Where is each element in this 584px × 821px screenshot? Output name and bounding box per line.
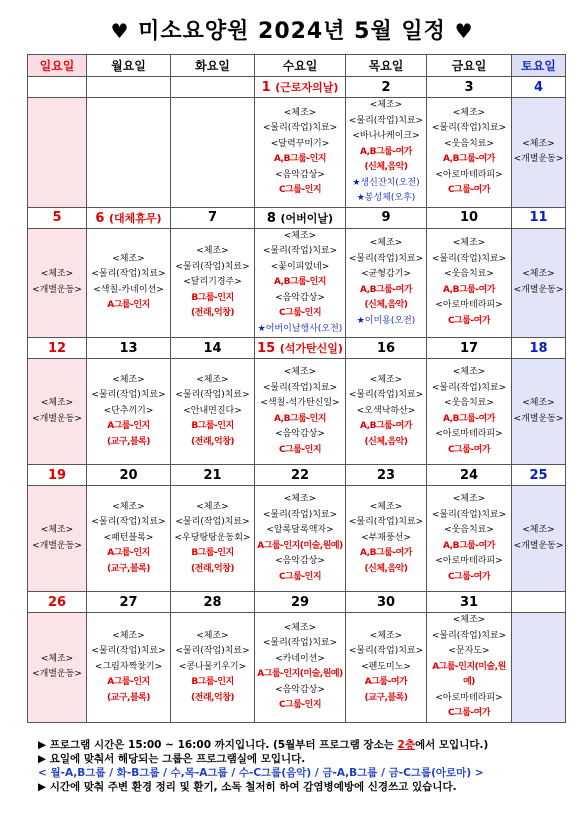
- program-line: <꽃이피었네>: [270, 261, 330, 272]
- day-cell: [28, 359, 87, 465]
- program-line: <안내면진다>: [183, 405, 242, 416]
- date-number-cell: [87, 465, 171, 486]
- day-cell: [427, 613, 512, 723]
- program-line: <체조>: [452, 367, 486, 377]
- program-line: <체조>: [112, 630, 145, 641]
- program-line: <패턴블록>: [103, 532, 154, 543]
- program-line: <색칠-카네이션>: [93, 284, 164, 295]
- day-cell: [87, 486, 171, 592]
- date-number-cell: [512, 465, 566, 486]
- day-cell: [512, 98, 566, 208]
- content-row: [28, 613, 566, 723]
- date-number: 13: [119, 340, 138, 356]
- date-number-cell: [346, 207, 427, 228]
- date-number-cell: [255, 338, 346, 359]
- program-line: <체조>: [196, 374, 229, 385]
- date-number-cell: [87, 592, 171, 613]
- note-group: ▶ 요일에 맞춰서 해당되는 그룹은 프로그램실에 모입니다.: [38, 753, 306, 765]
- program-line: A그룹-인지: [107, 421, 150, 432]
- program-line: <물리(작업)치료>: [348, 517, 424, 528]
- program-line: <아로마테라피>: [435, 300, 503, 311]
- program-line: <오색낙하산>: [356, 405, 416, 416]
- program-line: <체조>: [196, 630, 229, 641]
- program-line: <체조>: [112, 501, 145, 512]
- day-cell: [28, 486, 87, 592]
- program-line: C그룹-여가: [447, 185, 491, 196]
- date-number-cell: [28, 338, 87, 359]
- holiday-label: (석가탄신일): [279, 342, 343, 355]
- program-line: <물리(작업)치료>: [91, 646, 166, 656]
- date-number: 1: [261, 80, 271, 95]
- holiday-label: (대체휴무): [109, 211, 162, 225]
- date-number-cell: [255, 465, 346, 486]
- program-line: <물리(작업)치료>: [262, 638, 338, 649]
- date-number: 2: [381, 79, 391, 95]
- day-cell: [87, 98, 171, 208]
- day-cell: [255, 613, 346, 723]
- program-line: ★어버이날행사(오전): [257, 323, 343, 334]
- title-text: 미소요양원 2024년 5월 일정: [138, 19, 446, 44]
- program-line: B그룹-인지: [191, 677, 234, 687]
- program-line: <개별운동>: [32, 540, 82, 551]
- program-line: C그룹-여가: [447, 444, 491, 455]
- date-number: 4: [533, 79, 544, 95]
- program-line: <물리(작업)치료>: [262, 246, 338, 256]
- date-number: 16: [376, 340, 396, 356]
- program-line: B그룹-인지: [191, 292, 234, 303]
- program-line: <개별운동>: [32, 669, 82, 680]
- program-line: <체조>: [452, 494, 486, 504]
- date-number-cell: [171, 338, 255, 359]
- content-row: [28, 359, 566, 465]
- program-line: <알록달록액자>: [266, 525, 334, 535]
- date-number: 18: [529, 340, 548, 356]
- program-line: A그룹-인지: [107, 677, 150, 687]
- day-cell: [346, 486, 427, 592]
- program-line: <단추끼기>: [103, 405, 154, 416]
- program-line: C그룹-인지: [278, 185, 322, 196]
- day-cell: [87, 359, 171, 465]
- program-line: <개별운동>: [513, 154, 564, 165]
- program-line: <웃음치료>: [444, 269, 494, 280]
- program-line: <음악감상>: [275, 292, 325, 303]
- program-line: A그룹-인지(미술,원예): [257, 540, 343, 551]
- program-line: B그룹-인지: [191, 548, 234, 559]
- program-line: (신체,음악): [364, 436, 408, 447]
- program-line: <색칠-석가탄신일>: [260, 398, 340, 408]
- date-number-cell: [346, 592, 427, 613]
- date-number: 7: [207, 210, 218, 225]
- program-line: <물리(작업)치료>: [431, 509, 507, 520]
- program-line: <체조>: [369, 374, 403, 385]
- program-line: A,B그룹-여가: [443, 284, 495, 295]
- date-row: [28, 592, 566, 613]
- day-cell: [512, 486, 566, 592]
- program-line: (전래,억창): [191, 692, 234, 703]
- date-number-cell: [87, 338, 171, 359]
- day-cell: [171, 486, 255, 592]
- calendar-body: [28, 77, 566, 723]
- date-number-cell: [28, 77, 87, 98]
- day-cell: [28, 98, 87, 208]
- day-cell: [427, 486, 512, 592]
- date-number-cell: [255, 207, 346, 228]
- program-line: <웃음치료>: [444, 138, 494, 149]
- date-number-cell: [255, 77, 346, 98]
- date-number: 5: [52, 210, 62, 225]
- program-line: C그룹-인지: [278, 444, 322, 455]
- date-number: 15: [257, 341, 276, 356]
- day-cell: [427, 98, 512, 208]
- program-line: <물리(작업)치료>: [431, 382, 507, 393]
- date-number: 17: [459, 340, 479, 356]
- date-number-cell: [255, 592, 346, 613]
- program-line: <물리(작업)치료>: [175, 261, 250, 272]
- date-number: 9: [381, 210, 391, 225]
- weekday-header-row: [28, 55, 566, 77]
- date-number: 31: [459, 594, 479, 610]
- date-number: 29: [290, 594, 310, 610]
- program-line: (교구,블록): [107, 692, 150, 703]
- weekday-sunday: 일요일: [28, 55, 87, 77]
- day-cell: [427, 359, 512, 465]
- weekday-thursday: 목요일: [346, 55, 427, 77]
- date-number-cell: [171, 207, 255, 228]
- day-cell: [346, 613, 427, 723]
- program-line: <체조>: [369, 630, 403, 641]
- program-line: <체조>: [452, 238, 486, 249]
- note-time: [38, 738, 578, 752]
- program-line: <물리(작업)치료>: [348, 253, 424, 264]
- day-cell: [87, 228, 171, 338]
- program-line: <물리(작업)치료>: [262, 382, 338, 393]
- program-line: <물리(작업)치료>: [348, 646, 424, 656]
- date-number-cell: [87, 207, 171, 228]
- page-title: [0, 14, 584, 45]
- program-line: A그룹-인지: [107, 300, 150, 311]
- holiday-label: (근로자의날): [275, 81, 339, 94]
- program-line: C그룹-여가: [447, 315, 491, 326]
- date-number-cell: [346, 465, 427, 486]
- program-line: A,B그룹-여가: [360, 421, 412, 432]
- weekday-saturday: 토요일: [512, 55, 566, 77]
- program-line: <그림자짝찾기>: [94, 661, 163, 672]
- program-line: (신체,음악): [364, 300, 408, 311]
- date-number-cell: [28, 207, 87, 228]
- day-cell: [255, 486, 346, 592]
- date-number: 22: [290, 467, 310, 483]
- day-cell: [171, 228, 255, 338]
- program-line: A,B그룹-인지: [274, 277, 326, 287]
- program-line: C그룹-인지: [278, 308, 322, 318]
- note-time-tail: 에서 모입니다.): [414, 739, 489, 751]
- date-number-cell: [512, 338, 566, 359]
- program-line: A,B그룹-인지: [274, 154, 326, 165]
- date-row: [28, 465, 566, 486]
- program-line: <체조>: [196, 246, 229, 256]
- program-line: <개별운동>: [32, 413, 82, 424]
- program-line: <체조>: [283, 230, 317, 241]
- program-line: <개별운동>: [32, 284, 82, 295]
- program-line: <체조>: [40, 269, 74, 280]
- calendar-table: [27, 54, 566, 723]
- program-line: <부채풍선>: [361, 532, 411, 543]
- program-line: A그룹-인지(미술,원예): [257, 669, 343, 680]
- program-line: <체조>: [196, 501, 229, 512]
- program-line: <문자도>: [448, 646, 490, 656]
- program-line: <콩나물키우기>: [178, 661, 247, 672]
- program-line: (교구,블록): [107, 563, 150, 574]
- program-line: <체조>: [369, 238, 403, 249]
- day-cell: [346, 228, 427, 338]
- heart-icon: ♥: [110, 19, 130, 43]
- program-line: <물리(작업)치료>: [348, 115, 424, 126]
- program-line: <물리(작업)치료>: [175, 646, 250, 656]
- note-floor: 2층: [397, 739, 415, 751]
- date-number: 20: [119, 467, 138, 483]
- date-number: 11: [529, 210, 548, 225]
- date-number-cell: [427, 592, 512, 613]
- day-cell: [28, 613, 87, 723]
- program-line: A,B그룹-여가: [360, 146, 412, 157]
- program-line: <아로마테라피>: [435, 556, 503, 566]
- day-cell: [512, 359, 566, 465]
- program-line: <바나나케이크>: [352, 131, 420, 141]
- date-number-cell: [171, 77, 255, 98]
- program-line: <체조>: [112, 253, 145, 264]
- program-line: <체조>: [522, 525, 555, 535]
- program-line: <아로마테라피>: [435, 169, 503, 180]
- program-line: <물리(작업)치료>: [431, 253, 507, 264]
- program-line: (신체,음악): [364, 162, 408, 172]
- program-line: A,B그룹-여가: [360, 284, 412, 295]
- program-line: <물리(작업)치료>: [91, 517, 166, 528]
- weekday-friday: 금요일: [427, 55, 512, 77]
- program-line: <음악감상>: [275, 556, 325, 566]
- day-cell: [171, 359, 255, 465]
- date-number-cell: [512, 207, 566, 228]
- date-number: 10: [459, 210, 479, 225]
- program-line: <체조>: [452, 615, 486, 625]
- weekday-wednesday: 수요일: [255, 55, 346, 77]
- date-number: 30: [376, 594, 396, 610]
- program-line: <음악감상>: [275, 429, 325, 439]
- program-line: <균형감기>: [361, 269, 411, 280]
- program-line: <체조>: [40, 398, 74, 408]
- day-cell: [87, 613, 171, 723]
- program-line: <우당탕탕운동회>: [174, 532, 251, 543]
- day-cell: [28, 228, 87, 338]
- program-line: A,B그룹-여가: [443, 540, 495, 551]
- program-line: <체조>: [452, 107, 486, 118]
- date-number: 26: [47, 594, 67, 610]
- program-line: <체조>: [283, 367, 317, 377]
- content-row: [28, 228, 566, 338]
- program-line: <웃음치료>: [444, 525, 494, 535]
- program-line: <체조>: [283, 107, 317, 118]
- program-line: A,B그룹-여가: [360, 548, 412, 559]
- content-row: [28, 486, 566, 592]
- program-line: <개별운동>: [513, 540, 564, 551]
- program-line: <체조>: [283, 622, 317, 633]
- program-line: A,B그룹-여가: [443, 413, 495, 424]
- date-number: 19: [47, 467, 67, 483]
- program-line: <체조>: [283, 494, 317, 504]
- day-cell: [427, 228, 512, 338]
- weekday-tuesday: 화요일: [171, 55, 255, 77]
- program-line: ★봉성체(오후): [356, 193, 416, 203]
- program-line: B그룹-인지: [191, 421, 234, 432]
- program-line: <음악감상>: [275, 169, 325, 180]
- program-line: <펜도미노>: [361, 661, 411, 672]
- program-line: <체조>: [522, 398, 555, 408]
- notes: [38, 738, 578, 794]
- date-number: 24: [459, 467, 479, 483]
- program-line: <달리기경주>: [183, 277, 242, 287]
- program-line: <물리(작업)치료>: [175, 517, 250, 528]
- date-number-cell: [171, 592, 255, 613]
- event-day-label: (어버이날): [280, 211, 334, 225]
- program-line: ★생신잔치(오전): [352, 177, 420, 188]
- program-line: A,B그룹-인지: [274, 413, 326, 424]
- date-number: 6: [95, 210, 105, 226]
- program-line: (교구,블록): [364, 692, 408, 703]
- date-number-cell: [427, 207, 512, 228]
- date-number-cell: [346, 338, 427, 359]
- program-line: <물리(작업)치료>: [175, 390, 250, 401]
- content-row: [28, 98, 566, 208]
- date-number: 25: [529, 467, 548, 483]
- program-line: <개별운동>: [513, 284, 564, 295]
- program-line: (전래,억창): [191, 436, 234, 447]
- program-line: <체조>: [369, 100, 403, 110]
- date-number-cell: [512, 592, 566, 613]
- program-line: (교구,블록): [107, 436, 150, 447]
- program-line: <체조>: [369, 501, 403, 512]
- date-number: 14: [203, 340, 222, 356]
- program-line: C그룹-인지: [278, 571, 322, 582]
- date-number-cell: [346, 77, 427, 98]
- day-cell: [255, 228, 346, 338]
- program-line: <웃음치료>: [444, 398, 494, 408]
- program-line: <체조>: [522, 269, 555, 280]
- date-row: [28, 77, 566, 98]
- program-line: C그룹-인지: [278, 700, 322, 711]
- date-number: 23: [376, 467, 396, 483]
- program-line: <체조>: [522, 138, 555, 149]
- program-line: <물리(작업)치료>: [91, 269, 166, 280]
- program-line: <물리(작업)치료>: [348, 390, 424, 401]
- program-line: C그룹-여가: [447, 571, 491, 582]
- note-schedule: < 월-A,B그룹 / 화-B그룹 / 수,목-A그룹 / 수-C그룹(음악) / 금-A,B그룹 / 금-C그룹(아로마) >: [38, 767, 484, 779]
- day-cell: [171, 613, 255, 723]
- program-line: <음악감상>: [275, 684, 325, 695]
- program-line: A그룹-인지(미술,원예): [432, 661, 506, 687]
- program-line: A그룹-여가: [364, 677, 408, 687]
- day-cell: [512, 228, 566, 338]
- date-number: 27: [119, 594, 138, 610]
- date-number: 12: [47, 340, 67, 356]
- program-line: <개별운동>: [513, 413, 564, 424]
- day-cell: [346, 359, 427, 465]
- day-cell: [346, 98, 427, 208]
- date-number-cell: [28, 592, 87, 613]
- date-number: 28: [203, 594, 222, 610]
- date-number: 8: [266, 210, 276, 226]
- date-number: 21: [203, 467, 222, 483]
- program-line: <물리(작업)치료>: [91, 390, 166, 401]
- program-line: <카네이션>: [275, 653, 325, 664]
- weekday-monday: 월요일: [87, 55, 171, 77]
- program-line: <체조>: [40, 653, 74, 664]
- program-line: <물리(작업)치료>: [262, 123, 338, 134]
- date-number-cell: [427, 338, 512, 359]
- note-hygiene: ▶ 시간에 맞춰 주변 환경 정리 및 환기, 소독 철저히 하여 감염병예방에 신경쓰고 있습니다.: [38, 781, 457, 793]
- day-cell: [255, 98, 346, 208]
- program-line: ★이미용(오전): [356, 315, 416, 326]
- date-number-cell: [512, 77, 566, 98]
- date-number: 3: [464, 79, 474, 95]
- program-line: <체조>: [40, 525, 74, 535]
- program-line: A,B그룹-여가: [443, 154, 495, 165]
- program-line: <달력꾸미기>: [270, 138, 330, 149]
- program-line: <물리(작업)치료>: [262, 509, 338, 520]
- program-line: <아로마테라피>: [435, 692, 503, 703]
- date-number-cell: [87, 77, 171, 98]
- date-row: [28, 338, 566, 359]
- program-line: <물리(작업)치료>: [431, 123, 507, 134]
- date-number-cell: [427, 77, 512, 98]
- program-line: <체조>: [112, 374, 145, 385]
- program-line: <물리(작업)치료>: [431, 630, 507, 641]
- program-line: (전래,억창): [191, 308, 234, 318]
- date-number-cell: [171, 465, 255, 486]
- heart-icon: ♥: [454, 19, 474, 43]
- program-line: (신체,음악): [364, 563, 408, 574]
- date-number-cell: [28, 465, 87, 486]
- program-line: C그룹-여가: [447, 708, 491, 718]
- day-cell: [255, 359, 346, 465]
- day-cell: [171, 98, 255, 208]
- date-number-cell: [427, 465, 512, 486]
- program-line: (전래,억창): [191, 563, 234, 574]
- note-time-text: ▶ 프로그램 시간은 15:00 ~ 16:00 까지입니다. (5월부터 프로그램 장소는: [38, 739, 398, 751]
- program-line: <아로마테라피>: [435, 429, 503, 439]
- program-line: A그룹-인지: [107, 548, 150, 559]
- date-row: [28, 207, 566, 228]
- day-cell: [512, 613, 566, 723]
